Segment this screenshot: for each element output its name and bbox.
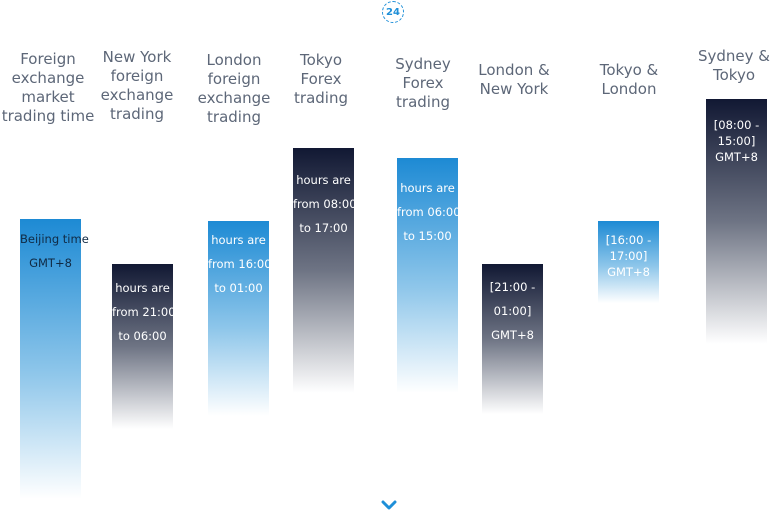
title-line: trading (294, 89, 348, 107)
chevron-down-icon[interactable] (381, 500, 397, 512)
bar-text: [16:00 - (605, 233, 652, 247)
title-line: London (601, 80, 657, 98)
bar-text: Beijing time (20, 232, 89, 246)
title-line: exchange (11, 69, 85, 87)
title-line: Forex (300, 70, 342, 88)
badge-label: 24 (386, 6, 400, 18)
bar-text: hours are (211, 233, 266, 247)
bar-tokyo (293, 148, 357, 393)
column-title-forex-market (0, 50, 96, 126)
title-line: trading time (1, 107, 95, 125)
bar-text: from 06:00 (397, 205, 461, 219)
title-line: Tokyo (300, 51, 342, 69)
title-line: trading (396, 93, 450, 111)
title-line: exchange (100, 86, 174, 104)
column-title-tokyo-london (589, 61, 669, 99)
bar-sydney (397, 158, 461, 393)
column-title-tokyo (284, 51, 358, 108)
bar-text: from 16:00 (208, 257, 272, 271)
bar-london (208, 221, 272, 416)
column-title-new-york (96, 48, 178, 124)
bar-text: 15:00] (717, 134, 756, 148)
bar-text: GMT+8 (491, 328, 534, 342)
bar-text: [08:00 - (713, 118, 760, 132)
bar-text: 17:00] (609, 249, 648, 263)
bar-text: from 21:00 (112, 305, 176, 319)
title-line: New York (102, 48, 172, 66)
clock-24-icon (382, 1, 404, 23)
bar-text: to 01:00 (214, 281, 263, 295)
bar-text: to 06:00 (118, 329, 167, 343)
title-line: London & (478, 61, 550, 79)
column-title-sydney-tokyo (694, 47, 774, 85)
bar-text: to 17:00 (299, 221, 348, 235)
bar-forex-market (20, 219, 89, 499)
bar-sydney-tokyo (706, 99, 767, 344)
bar-text: to 15:00 (403, 229, 452, 243)
title-line: Forex (402, 74, 444, 92)
bar-text: GMT+8 (607, 265, 650, 279)
column-title-london-new-york (470, 61, 558, 99)
title-line: Tokyo (713, 66, 755, 84)
bar-text: hours are (296, 173, 351, 187)
bar-new-york (112, 264, 176, 429)
title-line: market (21, 88, 75, 106)
bar-tokyo-london (598, 221, 659, 303)
bar-text: hours are (400, 181, 455, 195)
title-line: foreign (110, 67, 164, 85)
title-line: trading (110, 105, 164, 123)
bar-text: hours are (115, 281, 170, 295)
bar-text: [21:00 - (489, 280, 536, 294)
title-line: London (206, 51, 262, 69)
title-line: New York (479, 80, 549, 98)
title-line: Sydney & (698, 47, 770, 65)
column-title-sydney (386, 55, 460, 112)
bar-text: from 08:00 (293, 197, 357, 211)
bar-text: GMT+8 (29, 256, 72, 270)
title-line: Tokyo & (599, 61, 659, 79)
title-line: trading (207, 108, 261, 126)
title-line: Sydney (395, 55, 451, 73)
title-line: foreign (207, 70, 261, 88)
title-line: exchange (197, 89, 271, 107)
bar-london-new-york (482, 264, 543, 414)
column-title-london (192, 51, 276, 127)
title-line: Foreign (20, 50, 76, 68)
bar-text: 01:00] (493, 304, 532, 318)
bar-text: GMT+8 (715, 150, 758, 164)
